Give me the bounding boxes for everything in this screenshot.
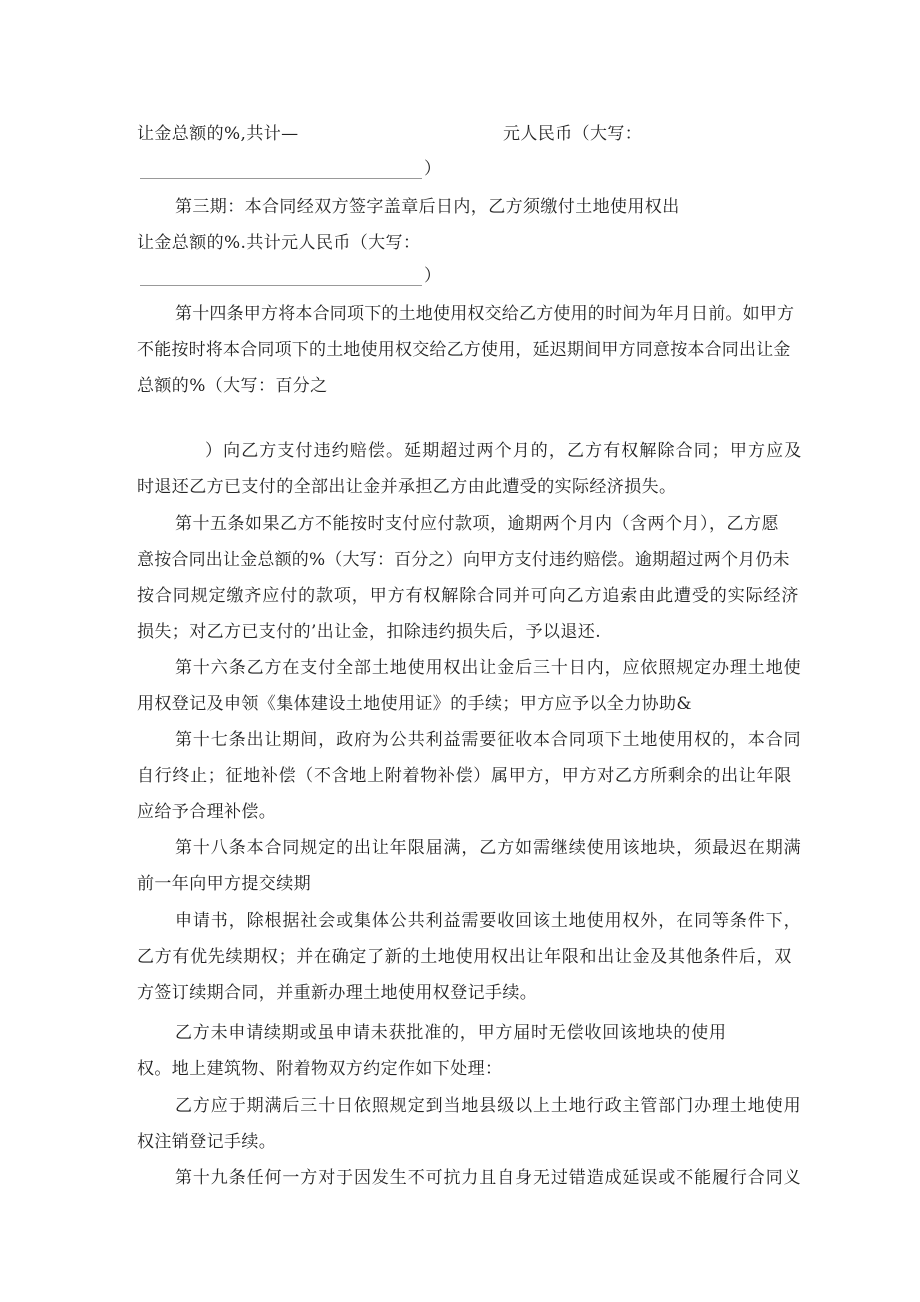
text-line: 让金总额的%.共计元人民币（大写： bbox=[137, 233, 421, 253]
text-line: 第三期：本合同经双方签字盖章后日内，乙方须缴付土地使用权出 bbox=[175, 197, 680, 217]
text-line: 方签订续期合同，并重新办理土地使用权登记手续。 bbox=[137, 983, 538, 1003]
text-line: 意按合同出让金总额的%（大写：百分之）向甲方支付违约赔偿。逾期超过两个月仍未 bbox=[137, 550, 790, 570]
text-line: ） bbox=[424, 266, 441, 286]
text-line: 权注销登记手续。 bbox=[137, 1132, 277, 1152]
text-line: 损失；对乙方已支付的’出让金，扣除违约损失后，予以退还. bbox=[137, 622, 602, 642]
text-line: 乙方应于期满后三十日依照规定到当地县级以上土地行政主管部门办理土地使用 bbox=[175, 1096, 802, 1116]
text-line: 应给予合理补偿。 bbox=[137, 802, 277, 822]
text-line: 前一年向甲方提交续期 bbox=[137, 874, 311, 894]
text-line: 不能按时将本合同项下的土地使用权交给乙方使用，延迟期间甲方同意按本合同出让金 bbox=[137, 340, 791, 360]
text-line: 乙方有优先续期权；并在确定了新的土地使用权出让年限和出让金及其他条件后，双 bbox=[137, 947, 792, 967]
text-line: 第十六条乙方在支付全部土地使用权出让金后三十日内，应依照规定办理土地使 bbox=[175, 658, 802, 678]
text-line: 时退还乙方已支付的全部出让金并承担乙方由此遭受的实际经济损失。 bbox=[137, 477, 677, 497]
text-line: 申请书，除根据社会或集体公共利益需要收回该土地使用权外，在同等条件下， bbox=[175, 911, 802, 931]
text-line: 元人民币（大写： bbox=[503, 124, 643, 144]
text-line: ） bbox=[424, 159, 441, 179]
text-line: 第十五条如果乙方不能按时支付应付款项，逾期两个月内（含两个月），乙方愿 bbox=[175, 514, 779, 534]
text-line: ）向乙方支付违约赔偿。延期超过两个月的，乙方有权解除合同；甲方应及 bbox=[205, 441, 803, 461]
text-line: 按合同规定缴齐应付的款项，甲方有权解除合同并可向乙方追索由此遭受的实际经济 bbox=[137, 586, 800, 606]
text-line: 第十八条本合同规定的出让年限届满，乙方如需继续使用该地块，须最迟在期满 bbox=[175, 838, 802, 858]
text-line: 总额的%（大写：百分之 bbox=[137, 376, 328, 396]
text-line: 第十九条任何一方对于因发生不可抗力且自身无过错造成延误或不能履行合同义 bbox=[175, 1168, 802, 1188]
text-line: 用权登记及申领《集体建设土地使用证》的手续；甲方应予以全力协助& bbox=[137, 694, 692, 714]
text-line: 权。地上建筑物、附着物双方约定作如下处理： bbox=[137, 1059, 503, 1079]
text-line: 第十四条甲方将本合同项下的土地使用权交给乙方使用的时间为年月日前。如甲方 bbox=[175, 304, 795, 324]
text-line: 让金总额的%,共计— bbox=[137, 124, 299, 144]
text-line: 乙方未申请续期或虽申请未获批准的，甲方届时无偿收回该地块的使用 bbox=[175, 1023, 727, 1043]
blank-underline bbox=[140, 285, 422, 286]
blank-underline bbox=[140, 178, 422, 179]
text-line: 第十七条出让期间，政府为公共利益需要征收本合同项下土地使用权的，本合同 bbox=[175, 730, 802, 750]
text-line: 自行终止；征地补偿（不含地上附着物补偿）属甲方，甲方对乙方所剩余的出让年限 bbox=[137, 766, 792, 786]
